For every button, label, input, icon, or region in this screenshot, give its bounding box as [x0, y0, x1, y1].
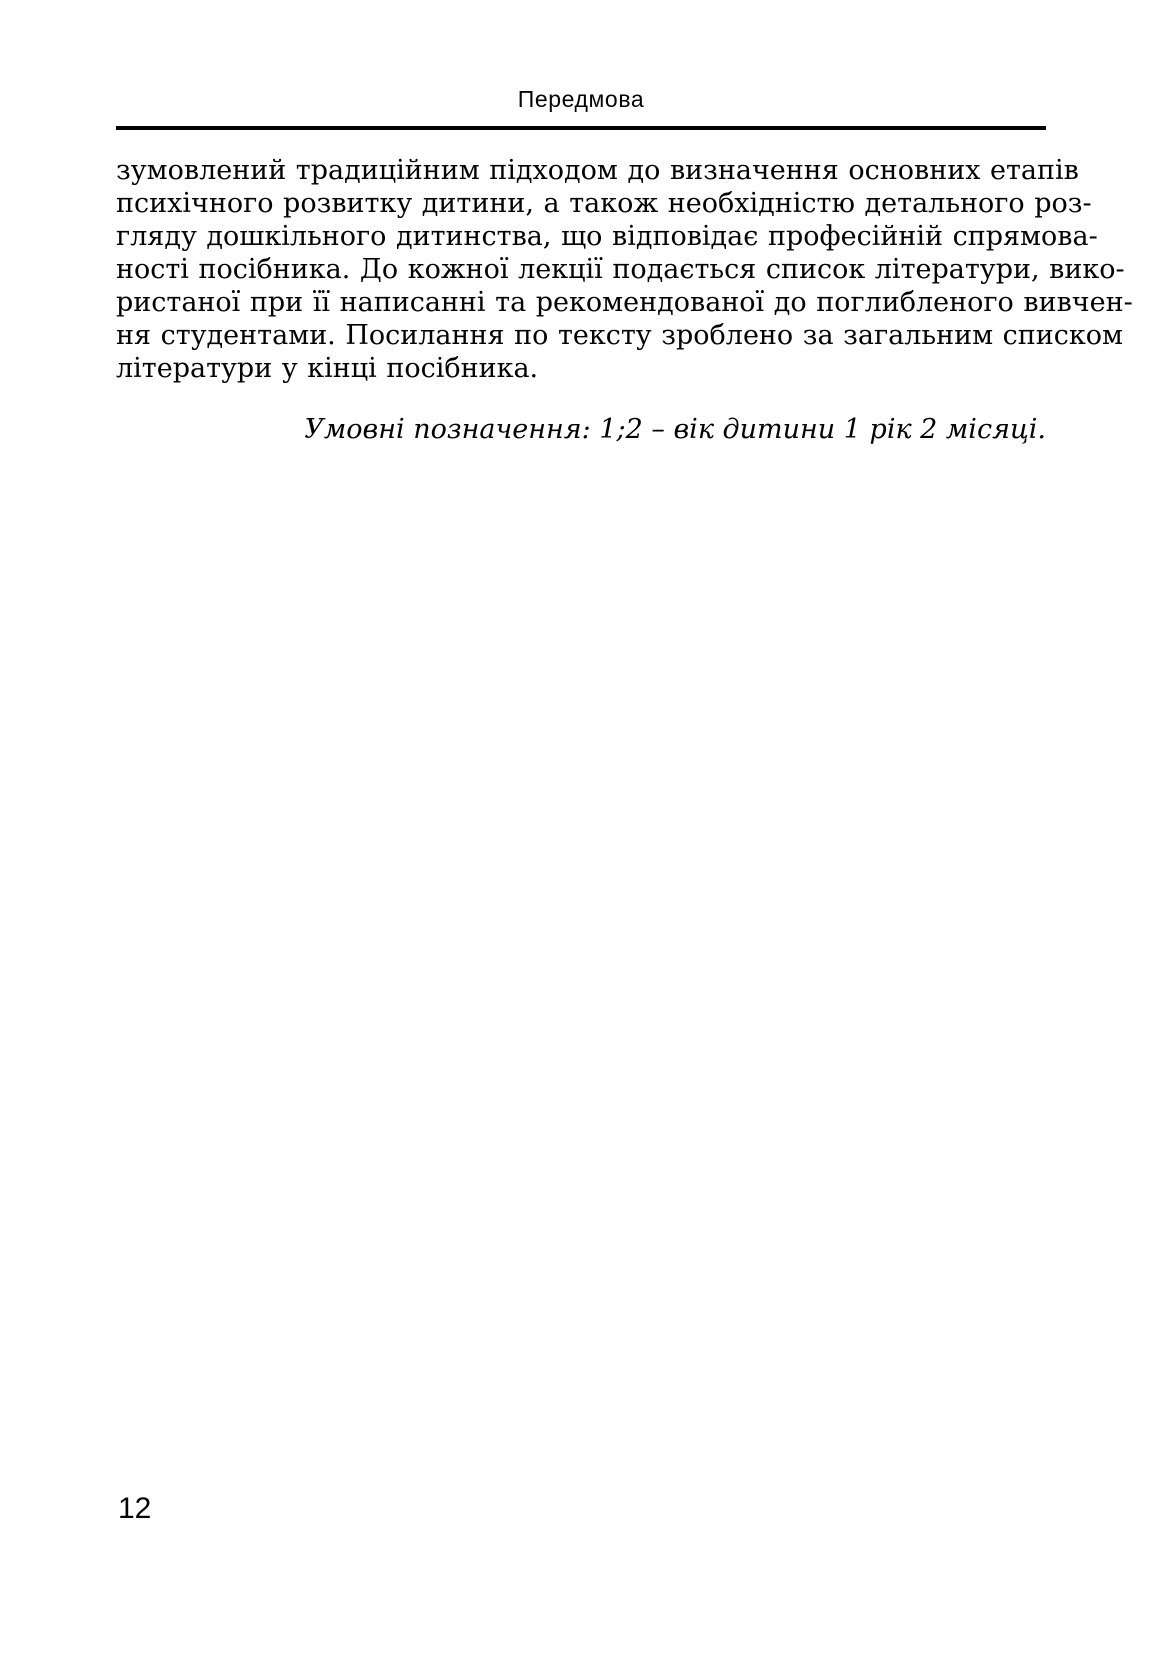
body-paragraph	[116, 154, 1133, 385]
text-column	[116, 0, 1133, 446]
notation-note: Умовні позначення: 1;2 – вік дитини 1 рік 2 місяці.	[304, 414, 1046, 445]
page-number: 12	[118, 1492, 152, 1525]
paragraph-line: психічного розвитку дитини, а також необхідністю детального роз-	[116, 188, 1092, 219]
paragraph-line: ності посібника. До кожної лекції подається список літератури, вико-	[116, 254, 1125, 285]
paragraph-line: гляду дошкільного дитинства, що відповідає професійній спрямова-	[116, 221, 1098, 252]
header-rule	[116, 126, 1046, 130]
running-header: Передмова	[517, 86, 645, 112]
paragraph-line: літератури у кінці посібника.	[116, 353, 539, 384]
paragraph-line: ристаної при її написанні та рекомендованої до поглибленого вивчен-	[116, 287, 1133, 318]
paragraph-line: зумовлений традиційним підходом до визначення основних етапів	[116, 155, 1079, 186]
paragraph-line: ня студентами. Посилання по тексту зроблено за загальним списком	[116, 320, 1124, 351]
